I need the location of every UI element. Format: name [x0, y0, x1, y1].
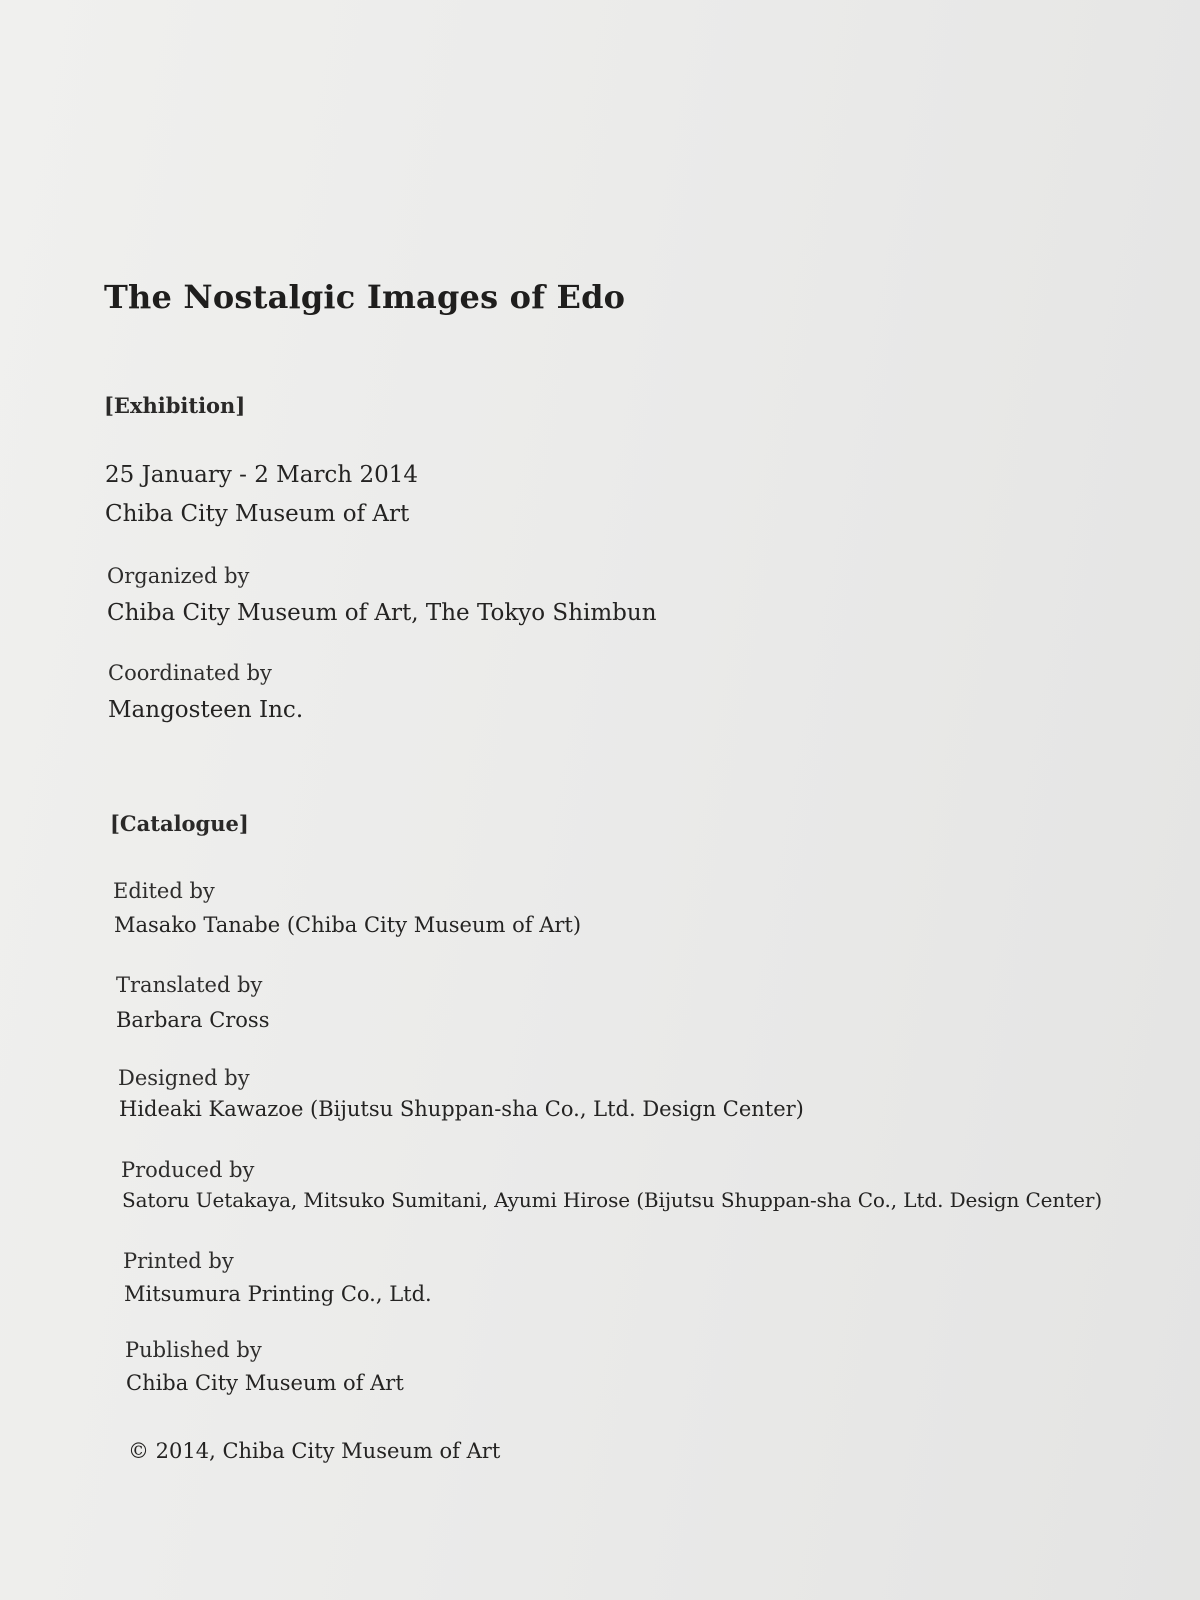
- produced-by-label: Produced by: [121, 1158, 255, 1182]
- organized-by-label: Organized by: [107, 564, 250, 588]
- copyright-notice: © 2014, Chiba City Museum of Art: [128, 1439, 501, 1463]
- published-by-value: Chiba City Museum of Art: [126, 1371, 404, 1395]
- exhibition-venue: Chiba City Museum of Art: [105, 501, 410, 527]
- published-by-label: Published by: [125, 1338, 262, 1362]
- printed-by-value: Mitsumura Printing Co., Ltd.: [124, 1282, 432, 1306]
- organized-by-value: Chiba City Museum of Art, The Tokyo Shimbun: [107, 600, 657, 626]
- produced-by-value: Satoru Uetakaya, Mitsuko Sumitani, Ayumi Hirose (Bijutsu Shuppan-sha Co., Ltd. Design Center): [122, 1188, 1103, 1212]
- catalogue-heading: [Catalogue]: [110, 811, 249, 836]
- coordinated-by-label: Coordinated by: [108, 661, 272, 685]
- edited-by-value: Masako Tanabe (Chiba City Museum of Art): [114, 913, 582, 937]
- coordinated-by-value: Mangosteen Inc.: [108, 697, 304, 723]
- exhibition-heading: [Exhibition]: [104, 393, 246, 418]
- translated-by-label: Translated by: [116, 973, 263, 997]
- printed-by-label: Printed by: [123, 1249, 234, 1273]
- page-title: The Nostalgic Images of Edo: [104, 278, 626, 316]
- designed-by-value: Hideaki Kawazoe (Bijutsu Shuppan-sha Co., Ltd. Design Center): [119, 1097, 804, 1121]
- translated-by-value: Barbara Cross: [116, 1008, 270, 1032]
- exhibition-dates: 25 January - 2 March 2014: [105, 462, 418, 488]
- edited-by-label: Edited by: [113, 879, 215, 903]
- designed-by-label: Designed by: [118, 1066, 250, 1090]
